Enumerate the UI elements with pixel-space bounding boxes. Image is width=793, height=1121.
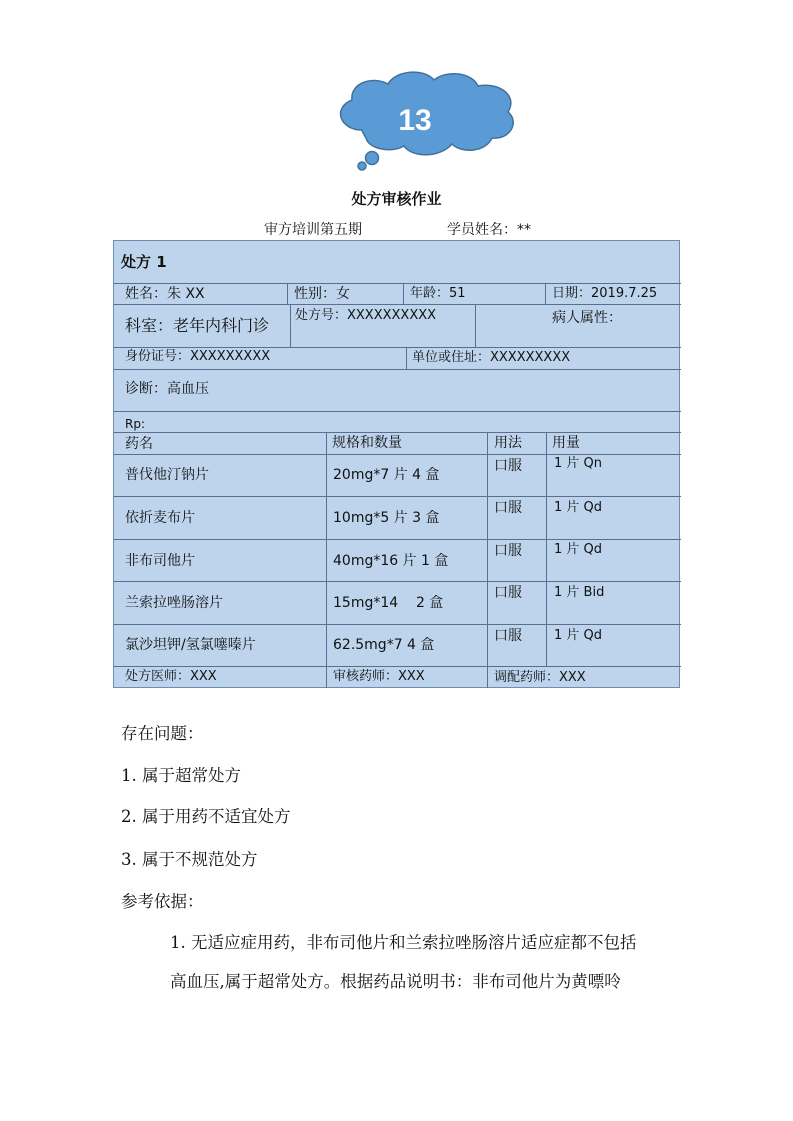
basis-line: 高血压,属于超常处方。根据药品说明书：非布司他片为黄嘌呤 [170,972,621,991]
drug-name: 兰索拉唑肠溶片 [125,595,223,611]
drug-dose: 1 片 Qn [554,456,603,471]
drug-usage: 口服 [494,500,522,516]
prescription-date: 日期：2019.7.25 [552,286,658,301]
patient-gender: 性别：女 [294,286,350,302]
rx-number: 处方号：XXXXXXXXXX [295,308,437,323]
drug-dose: 1 片 Qd [554,628,603,643]
patient-attribute: 病人属性： [552,310,622,326]
dispensing-pharmacist: 调配药师：XXX [494,670,586,685]
basis-heading: 参考依据： [121,892,204,911]
prescription-form [113,240,680,688]
header-usage: 用法 [494,435,522,451]
student-name: 学员姓名：** [447,222,531,238]
drug-name: 氯沙坦钾/氢氯噻嗪片 [125,637,256,653]
issues-heading: 存在问题： [121,724,204,743]
drug-spec: 62.5mg*7 4 盒 [333,637,435,653]
header-dose: 用量 [552,435,580,451]
reviewing-pharmacist: 审核药师：XXX [333,669,425,684]
address: 单位或住址：XXXXXXXXX [412,350,571,365]
rp-label: Rp: [125,417,145,431]
drug-usage: 口服 [494,458,522,474]
drug-usage: 口服 [494,628,522,644]
drug-usage: 口服 [494,585,522,601]
issue-item: 3. 属于不规范处方 [121,850,258,869]
drug-dose: 1 片 Qd [554,500,603,515]
drug-name: 普伐他汀钠片 [125,467,209,483]
drug-name: 依折麦布片 [125,510,195,526]
drug-spec: 20mg*7 片 4 盒 [333,467,440,483]
patient-name: 姓名：朱 XX [125,286,205,302]
department: 科室：老年内科门诊 [125,317,270,335]
drug-spec: 15mg*14 2 盒 [333,595,444,611]
patient-age: 年龄：51 [410,286,466,301]
course-label: 审方培训第五期 [264,222,362,238]
basis-line: 1. 无适应症用药，非布司他片和兰索拉唑肠溶片适应症都不包括 [170,933,637,952]
document-title: 处方审核作业 [351,190,442,208]
drug-dose: 1 片 Bid [554,585,605,600]
header-spec: 规格和数量 [332,435,402,451]
prescribing-doctor: 处方医师：XXX [125,669,217,684]
drug-name: 非布司他片 [125,553,195,569]
drug-spec: 10mg*5 片 3 盒 [333,510,440,526]
header-drug: 药名 [125,436,153,452]
drug-dose: 1 片 Qd [554,542,603,557]
diagnosis: 诊断：高血压 [125,381,209,397]
drug-usage: 口服 [494,543,522,559]
id-number: 身份证号：XXXXXXXXX [125,349,271,364]
prescription-heading: 处方 1 [121,253,167,271]
issue-item: 2. 属于用药不适宜处方 [121,807,291,826]
drug-spec: 40mg*16 片 1 盒 [333,553,449,569]
issue-item: 1. 属于超常处方 [121,766,241,785]
badge-number: 13 [398,104,432,137]
